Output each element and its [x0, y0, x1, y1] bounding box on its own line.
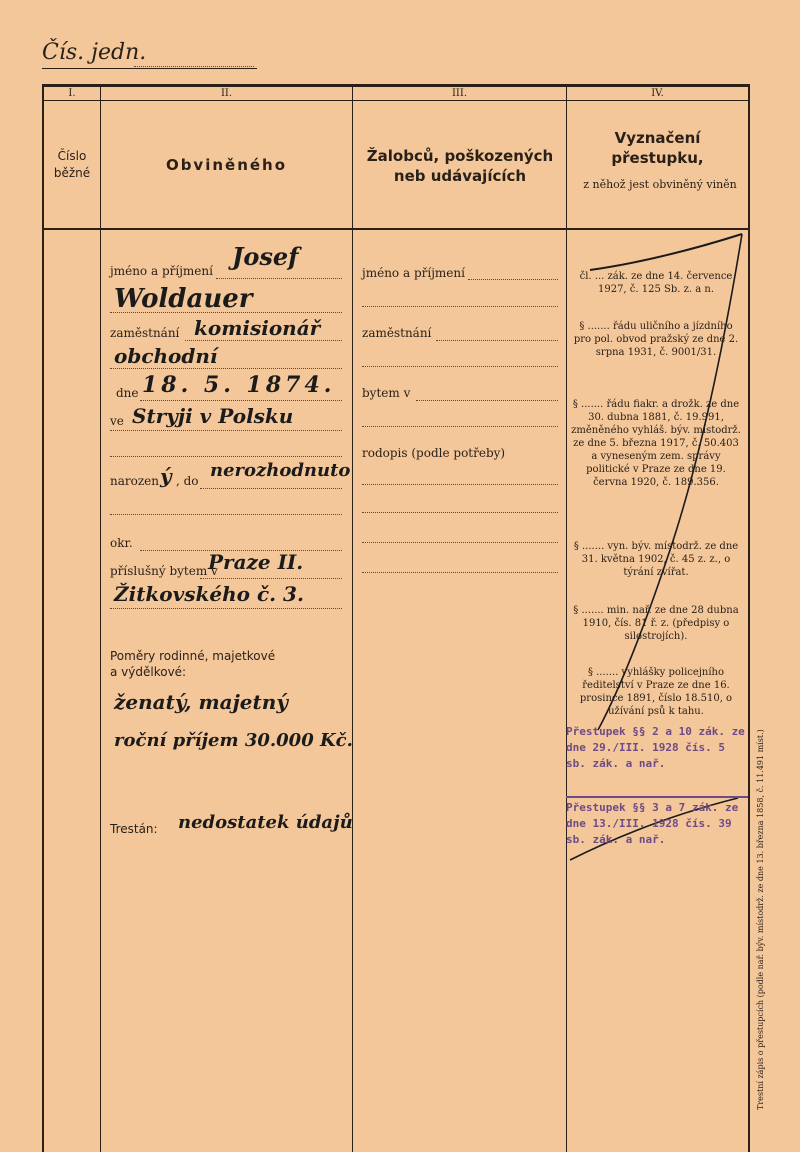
- plaintiff-residence-line-2: [362, 426, 558, 427]
- residence-street: Žitkovského č. 3.: [114, 582, 304, 606]
- name-line-2: [110, 312, 342, 313]
- birth-date: 18. 5. 1874.: [142, 372, 336, 398]
- offense-4: § ....... vyn. býv. místodrž. ze dne 31. května 1902, č. 45 z. z., o týrání zvířat.: [573, 541, 739, 578]
- occupation-line: [185, 340, 342, 341]
- roman-row-line: [42, 100, 750, 101]
- residence-city: Praze II.: [208, 550, 304, 574]
- residence-line-2: [110, 608, 342, 609]
- birth-place: Stryji v Polsku: [132, 404, 294, 428]
- offense-stamp-2: Přestupek §§ 3 a 7 zák. ze dne 13./III. 1928 čís. 39 sb. zák. a nař.: [566, 796, 748, 848]
- strike-marks: [560, 230, 750, 870]
- name-label: jméno a příjmení: [110, 264, 213, 278]
- plaintiff-residence-label: bytem v: [362, 386, 411, 400]
- punishment-label: Trestán:: [110, 822, 158, 836]
- place-prefix: ve: [110, 414, 124, 428]
- cis-jedn-line: [134, 66, 254, 67]
- circumstances-label: Poměry rodinné, majetkové a výdělkové:: [110, 649, 276, 679]
- cis-jedn-underline: [42, 68, 257, 69]
- plaintiff-occupation-label: zaměstnání: [362, 326, 432, 340]
- plaintiff-occupation-line-2: [362, 366, 558, 367]
- residence-label: příslušný bytem v: [110, 564, 218, 578]
- plaintiff-line-6: [362, 572, 558, 573]
- col-divider-2: [352, 86, 353, 1152]
- plaintiff-name-label: jméno a příjmení: [362, 266, 465, 280]
- offense-2: § ....... řádu uličního a jízdního pro pol. obvod pražský ze dne 2. srpna 1931, č. 9001/31.: [573, 321, 739, 358]
- name-line: [216, 278, 342, 279]
- occupation-line-2: [110, 368, 342, 369]
- col-iv-number: IV.: [651, 88, 664, 99]
- table-top-border: [42, 84, 750, 87]
- do-label: , do: [176, 474, 199, 488]
- born-label: narozen: [110, 474, 159, 488]
- plaintiff-occupation-line: [436, 340, 558, 341]
- last-name: Woldauer: [114, 284, 253, 314]
- date-line: [140, 400, 342, 401]
- punishment-value: nedostatek údajů: [178, 812, 353, 833]
- domicile: nerozhodnuto: [210, 460, 351, 481]
- plaintiff-line-4: [362, 512, 558, 513]
- cis-jedn-label: Čís. jedn.: [42, 40, 147, 65]
- col-i-title: Číslo běžné: [53, 149, 91, 180]
- place-line-2: [110, 456, 342, 457]
- occupation-2: obchodní: [114, 344, 218, 368]
- occupation-label: zaměstnání: [110, 326, 180, 340]
- offense-stamp-1: Přestupek §§ 2 a 10 zák. ze dne 29./III. 1928 čís. 5 sb. zák. a nař.: [566, 725, 745, 770]
- col-ii-title: Obviněného: [165, 156, 288, 174]
- plaintiff-line-3: [362, 484, 558, 485]
- date-label: dne: [116, 386, 139, 400]
- okr-label: okr.: [110, 536, 133, 550]
- offense-1: čl. ... zák. ze dne 14. července 1927, č. 125 Sb. z. a n.: [579, 271, 733, 295]
- plaintiff-name-line: [468, 279, 558, 280]
- domicile-line-2: [110, 514, 342, 515]
- offense-5: § ....... min. nař. ze dne 28 dubna 1910, čís. 81 ř. z. (předpisy o silostrojích).: [573, 605, 739, 642]
- col-iii-number: III.: [451, 88, 468, 99]
- offense-3: § ....... řádu fiakr. a drožk. ze dne 30. dubna 1881, č. 19.991, změněného vyhláš. býv. místodrž. ze dne 5. března 1917, č. 50.403 a vyneseným zem. správy politické v Praze ze dne 19. června 1920, č. 189.356.: [571, 399, 741, 488]
- plaintiff-rodopis-label: rodopis (podle potřeby): [362, 446, 506, 460]
- plaintiff-residence-line: [416, 400, 558, 401]
- side-note: Trestní zápis o přestupcích (podle nař. býv. místodrž. ze dne 13. března 1858, č. 11.491 míst.): [756, 729, 765, 1110]
- plaintiff-line-5: [362, 542, 558, 543]
- born-suffix: ý: [160, 464, 172, 488]
- circumstances-2: roční příjem 30.000 Kč.: [114, 730, 353, 751]
- first-name: Josef: [232, 242, 299, 271]
- col-iv-title: Vyznačení přestupku,: [611, 129, 704, 167]
- table-left-border: [42, 84, 44, 1152]
- col-ii-number: II.: [220, 88, 233, 99]
- place-line: [110, 430, 342, 431]
- occupation-1: komisionář: [194, 316, 321, 340]
- offense-6: § ....... vyhlášky policejního ředitelství v Praze ze dne 16. prosince 1891, číslo 18.510, o užívání psů k tahu.: [579, 667, 733, 717]
- domicile-line: [200, 488, 342, 489]
- circumstances-1: ženatý, majetný: [114, 690, 288, 714]
- residence-line: [200, 578, 342, 579]
- col-i-number: I.: [68, 88, 76, 99]
- plaintiff-name-line-2: [362, 306, 558, 307]
- col-iv-subtitle: z něhož jest obviněný viněn: [583, 178, 737, 191]
- col-iii-title: Žalobců, poškozených neb udávajících: [366, 147, 554, 185]
- col-divider-1: [100, 86, 101, 1152]
